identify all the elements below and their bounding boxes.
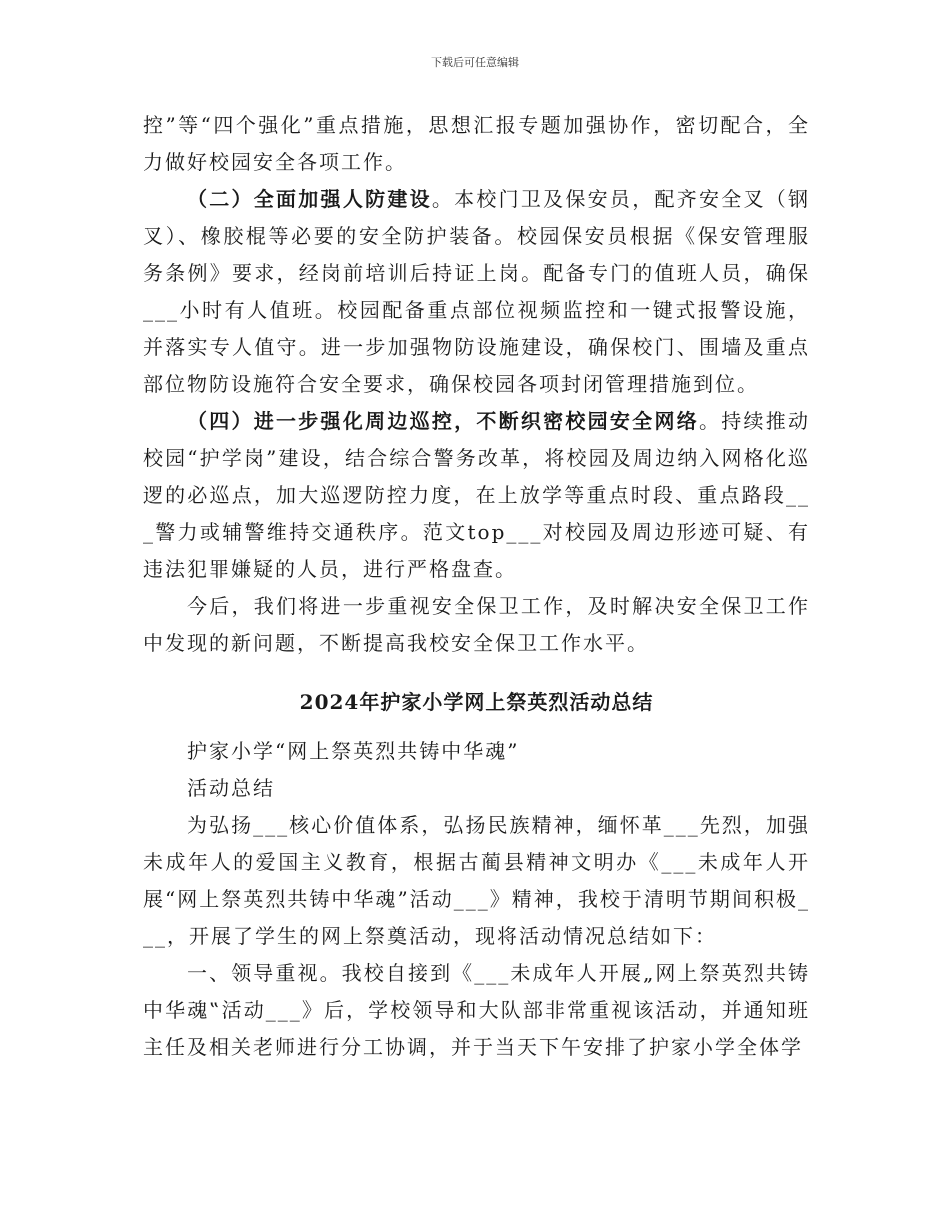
paragraph-text: 为弘扬___核心价值体系，弘扬民族精神，缅怀革___先烈，加强未成年人的爱国主义教育，根据古蔺县精神文明办《___未成年人开展“网上祭英烈共铸中华魂”活动___》精神，我校于清明节期间积极___，开展了学生的网上祭奠活动，现将活动情况总结如下： [143,813,810,948]
paragraph-activity-intro [143,807,810,955]
paragraph-text: 活动总结 [187,776,275,800]
paragraph-text: 。本校门卫及保安员，配齐安全叉（钢叉）、橡胶棍等必要的安全防护装备。校园保安员根据《保安管理服务条例》要求，经岗前培训后持证上岗。配备专门的值班人员，确保___小时有人值班。校园配备重点部位视频监控和一键式报警设施，并落实专人值守。进一步加强物防设施建设，确保校门、围墙及重点部位物防设施符合安全要求，确保校园各项封闭管理措施到位。 [143,187,811,396]
paragraph-lead-heading: （四）进一步强化周边巡控，不断织密校园安全网络 [187,409,699,433]
paragraph-text: 护家小学“网上祭英烈共铸中华魂” [187,739,520,763]
paragraph-continuation [143,107,810,181]
paragraph-lead-heading: （二）全面加强人防建设 [187,187,432,211]
paragraph-activity-name [143,733,810,770]
paragraph-text: 一、领导重视。我校自接到《___未成年人开展„网上祭英烈共铸中华魂‟活动___》后，学校领导和大队部非常重视该活动，并通知班主任及相关老师进行分工协调，并于当天下午安排了护家小学全体学 [143,961,810,1059]
paragraph-manpower-defense [143,181,810,403]
paragraph-conclusion [143,588,810,662]
paragraph-activity-summary-label [143,770,810,807]
paragraph-leadership [143,955,810,1066]
paragraph-text: 今后，我们将进一步重视安全保卫工作，及时解决安全保卫工作中发现的新问题，不断提高我校安全保卫工作水平。 [143,594,810,655]
document-body [143,107,810,1066]
page-header-note: 下载后可任意编辑 [431,56,519,69]
section-title: 2024年护家小学网上祭英烈活动总结 [299,690,654,714]
paragraph-patrol-control [143,403,810,588]
paragraph-text: 。持续推动校园“护学岗”建设，结合综合警务改革，将校园及周边纳入网格化巡逻的必巡点，加大巡逻防控力度，在上放学等重点时段、重点路段___警力或辅警维持交通秩序。范文top___对校园及周边形迹可疑、有违法犯罪嫌疑的人员，进行严格盘查。 [143,409,811,581]
paragraph-text: 控”等“四个强化”重点措施，思想汇报专题加强协作，密切配合，全力做好校园安全各项工作。 [143,113,810,174]
